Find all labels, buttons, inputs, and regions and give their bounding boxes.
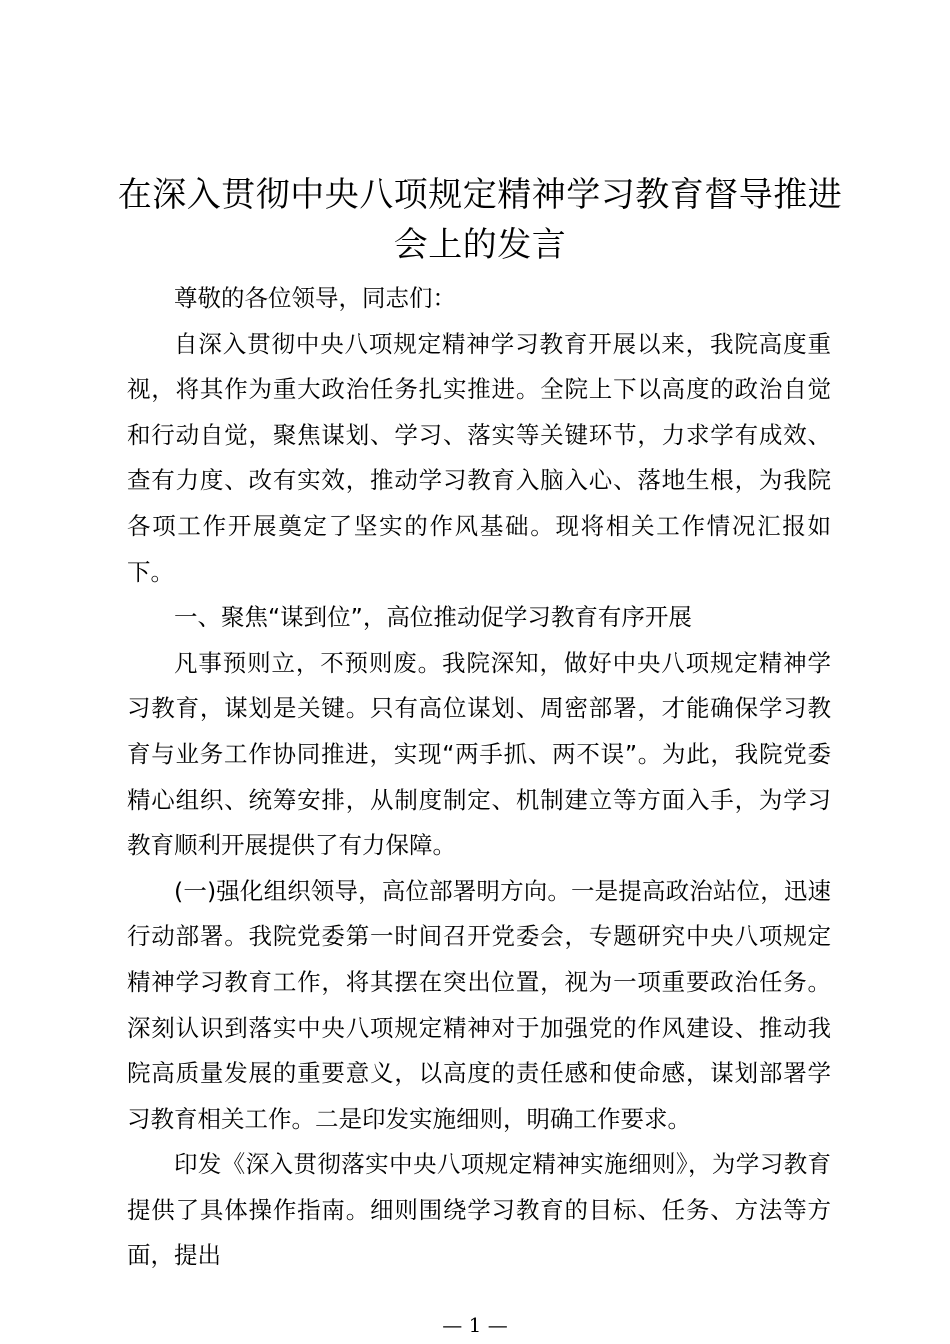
- page-number: — 1 —: [442, 1313, 508, 1337]
- section-heading-1: 一、聚焦“谋到位”，高位推动促学习教育有序开展: [174, 603, 692, 632]
- document-title: 在深入贯彻中央八项规定精神学习教育督导推进会上的发言: [117, 175, 843, 265]
- document-body: [127, 276, 831, 1279]
- paragraph-subsection-1: (一)强化组织领导，高位部署明方向。一是提高政治站位，迅速行动部署。我院党委第一时间召开党委会，专题研究中央八项规定精神学习教育工作，将其摆在突出位置，视为一项重要政治任务。深刻认识到落实中央八项规定精神对于加强党的作风建设、推动我院高质量发展的重要意义，以高度的责任感和使命感，谋划部署学习教育相关工作。二是印发实施细则，明确工作要求。: [127, 876, 831, 1133]
- paragraph-section-1: 凡事预则立，不预则废。我院深知，做好中央八项规定精神学习教育，谋划是关键。只有高位谋划、周密部署，才能确保学习教育与业务工作协同推进，实现“两手抓、两不误”。为此，我院党委精心组织、统筹安排，从制度制定、机制建立等方面入手，为学习教育顺利开展提供了有力保障。: [127, 648, 831, 860]
- paragraph-detail: 印发《深入贯彻落实中央八项规定精神实施细则》，为学习教育提供了具体操作指南。细则围绕学习教育的目标、任务、方法等方面，提出: [127, 1150, 831, 1270]
- salutation: 尊敬的各位领导，同志们：: [174, 284, 456, 312]
- paragraph-intro: 自深入贯彻中央八项规定精神学习教育开展以来，我院高度重视，将其作为重大政治任务扎实推进。全院上下以高度的政治自觉和行动自觉，聚焦谋划、学习、落实等关键环节，力求学有成效、查有力度、改有实效，推动学习教育入脑入心、落地生根，为我院各项工作开展奠定了坚实的作风基础。现将相关工作情况汇报如下。: [127, 329, 831, 586]
